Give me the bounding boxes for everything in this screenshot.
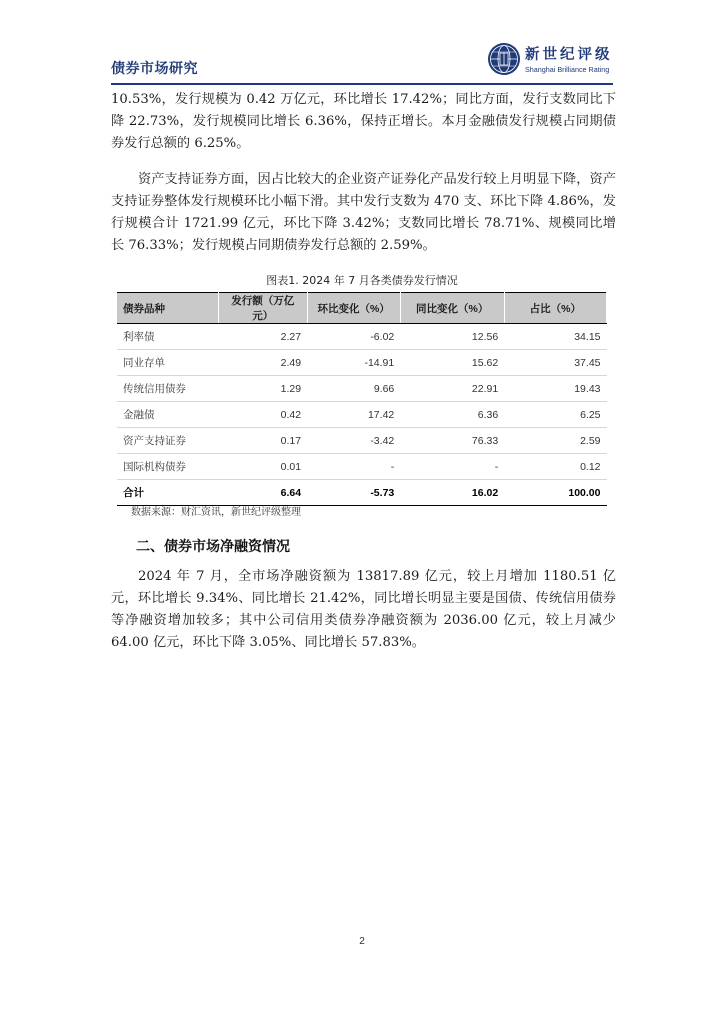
paragraph-net-financing: 2024 年 7 月，全市场净融资额为 13817.89 亿元，较上月增加 1180.51 亿元，环比增长 9.34%、同比增长 21.42%，同比增长明显主要是国债、传统信用债券等净融资增加较多；其中公司信用类债券净融资额为 2036.00 亿元，较上月减少 64.00 亿元，环比下降 3.05%、同比增长 57.83%。	[111, 569, 616, 650]
cell-yoy-change: 6.36	[400, 402, 504, 428]
header-share: 占比（%）	[504, 293, 606, 324]
cell-mom-change: -6.02	[307, 324, 400, 350]
header-mom-change: 环比变化（%）	[307, 293, 400, 324]
table-header-row	[117, 293, 607, 324]
cell-share: 6.25	[504, 402, 606, 428]
cell-share: 0.12	[504, 454, 606, 480]
cell-issuance-amount: 1.29	[218, 376, 307, 402]
cell-issuance-amount: 2.49	[218, 350, 307, 376]
cell-yoy-change: 76.33	[400, 428, 504, 454]
cell-mom-change: 9.66	[307, 376, 400, 402]
company-logo	[487, 40, 617, 80]
cell-issuance-amount: 0.01	[218, 454, 307, 480]
cell-mom-change: -	[307, 454, 400, 480]
cell-bond-type: 国际机构债券	[117, 454, 218, 480]
cell-mom-change: -3.42	[307, 428, 400, 454]
section-heading-net-financing: 二、债券市场净融资情况	[136, 539, 290, 555]
cell-total-issuance-amount: 6.64	[218, 480, 307, 506]
cell-bond-type: 利率债	[117, 324, 218, 350]
header-divider	[111, 83, 613, 85]
table-row	[117, 402, 607, 428]
cell-yoy-change: 15.62	[400, 350, 504, 376]
table-row	[117, 376, 607, 402]
paragraph-financial-bonds: 10.53%，发行规模为 0.42 万亿元，环比增长 17.42%；同比方面，发行支数同比下降 22.73%，发行规模同比增长 6.36%，保持正增长。本月金融债发行规模占同期债券发行总额的 6.25%。	[111, 92, 616, 151]
paragraph-asset-backed-securities: 资产支持证券方面，因占比较大的企业资产证券化产品发行较上月明显下降，资产支持证券整体发行规模环比小幅下滑。其中发行支数为 470 支、环比下降 4.86%，发行规模合计 1721.99 亿元，环比下降 3.42%；支数同比增长 78.71%、规模同比增长 76.33%；发行规模占同期债券发行总额的 2.59%。	[111, 172, 616, 253]
cell-share: 37.45	[504, 350, 606, 376]
cell-share: 34.15	[504, 324, 606, 350]
cell-bond-type: 同业存单	[117, 350, 218, 376]
logo-name-en: Shanghai Brilliance Rating	[525, 65, 610, 74]
cell-total-share: 100.00	[504, 480, 606, 506]
table-row	[117, 454, 607, 480]
header-bond-type: 债券品种	[117, 293, 218, 324]
table-row	[117, 428, 607, 454]
cell-issuance-amount: 0.17	[218, 428, 307, 454]
cell-share: 19.43	[504, 376, 606, 402]
cell-yoy-change: -	[400, 454, 504, 480]
cell-mom-change: 17.42	[307, 402, 400, 428]
cell-yoy-change: 12.56	[400, 324, 504, 350]
cell-total-label: 合计	[117, 480, 218, 506]
bond-issuance-table	[117, 292, 607, 506]
table-source-note: 数据来源：财汇资讯，新世纪评级整理	[131, 507, 301, 518]
cell-issuance-amount: 2.27	[218, 324, 307, 350]
header-yoy-change: 同比变化（%）	[400, 293, 504, 324]
table-total-row	[117, 480, 607, 506]
cell-total-mom-change: -5.73	[307, 480, 400, 506]
table-row	[117, 324, 607, 350]
cell-share: 2.59	[504, 428, 606, 454]
cell-issuance-amount: 0.42	[218, 402, 307, 428]
cell-bond-type: 传统信用债券	[117, 376, 218, 402]
globe-logo-icon	[487, 42, 521, 76]
cell-yoy-change: 22.91	[400, 376, 504, 402]
cell-bond-type: 资产支持证券	[117, 428, 218, 454]
page-number: 2	[359, 936, 365, 947]
cell-total-yoy-change: 16.02	[400, 480, 504, 506]
cell-bond-type: 金融债	[117, 402, 218, 428]
header-title: 债券市场研究	[111, 61, 198, 77]
cell-mom-change: -14.91	[307, 350, 400, 376]
table-caption: 图表1. 2024 年 7 月各类债券发行情况	[266, 274, 458, 287]
table-row	[117, 350, 607, 376]
header-issuance-amount: 发行额（万亿元）	[218, 293, 307, 324]
logo-name-cn: 新世纪评级	[525, 46, 613, 63]
